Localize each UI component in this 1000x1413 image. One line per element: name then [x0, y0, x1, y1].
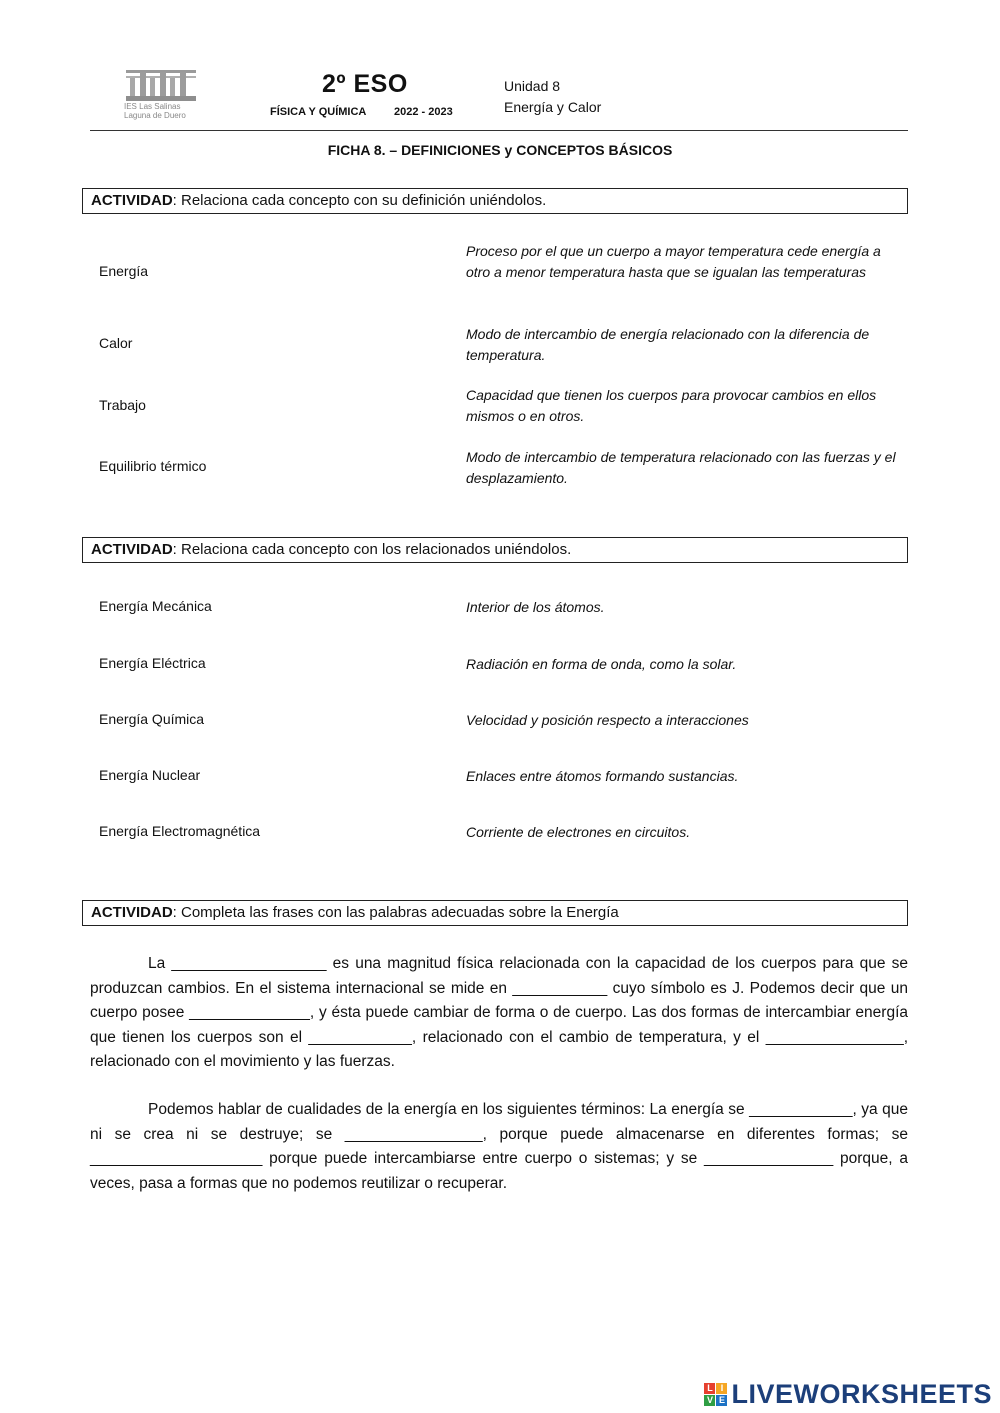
activity2-label: ACTIVIDAD: [91, 541, 173, 558]
liveworksheets-brand: LIVEWORKSHEETS: [731, 1378, 992, 1409]
activity2-related-item[interactable]: Velocidad y posición respecto a interacciones: [466, 712, 749, 728]
grid-letter: L: [704, 1383, 715, 1394]
grid-letter: E: [716, 1395, 727, 1406]
activity2-concept[interactable]: Energía Química: [99, 711, 205, 727]
activity1-definition[interactable]: Proceso por el que un cuerpo a mayor temperatura cede energía a otro a menor temperatura hasta que se igualan las temperaturas: [466, 243, 881, 280]
unit-title: Energía y Calor: [504, 99, 602, 115]
activity2-related-item[interactable]: Interior de los átomos.: [466, 599, 605, 615]
school-building-icon: [122, 68, 200, 104]
activity1-header: [82, 188, 908, 214]
logo-text-line2: Laguna de Duero: [124, 111, 186, 120]
activity1-concept[interactable]: Energía: [99, 263, 149, 279]
activity2-concept[interactable]: Energía Nuclear: [99, 767, 201, 783]
activity1-definition[interactable]: Modo de intercambio de temperatura relacionado con las fuerzas y el desplazamiento.: [466, 449, 896, 486]
activity2-concept[interactable]: Energía Eléctrica: [99, 655, 206, 671]
activity1-definition[interactable]: Modo de intercambio de energía relacionado con la diferencia de temperatura.: [466, 326, 870, 363]
fill-in-paragraph-2[interactable]: [90, 1098, 908, 1196]
activity2-instruction: : Relaciona cada concepto con los relacionados uniéndolos.: [172, 541, 572, 558]
activity3-header: [82, 900, 908, 926]
paragraph1-text[interactable]: La __________________ es una magnitud física relacionada con la capacidad de los cuerpos para que se produzcan cambios. En el sistema internacional se mide en ___________ cuyo símbolo es J. Podemos decir que un cuerpo posee ______________, y ésta puede cambiar de forma o de cuerpo. Las dos formas de intercambiar energía que tienen los cuerpos son el ____________, relacionado con el cambio de temperatura, y el ________________, relacionado con el movimiento y las fuerzas.: [90, 955, 908, 1070]
activity1-concept[interactable]: Trabajo: [99, 397, 146, 413]
unit-info: [504, 76, 601, 118]
liveworksheets-grid-icon: [704, 1383, 727, 1406]
paragraph2-text[interactable]: Podemos hablar de cualidades de la energía en los siguientes términos: La energía se ____________, ya que ni se crea ni se destruye; se ________________, porque puede almacenarse en diferentes formas; se ____________________ porque puede intercambiarse entre cuerpo o sistemas; y se _______________ porque, a veces, pasa a formas que no podemos reutilizar o recuperar.: [90, 1101, 908, 1192]
subject-label: FÍSICA Y QUÍMICA: [270, 106, 367, 118]
activity1-concept[interactable]: Calor: [99, 335, 133, 351]
header-divider: [90, 130, 908, 131]
activity2-related-item[interactable]: Enlaces entre átomos formando sustancias.: [466, 768, 739, 784]
activity2-concept[interactable]: Energía Mecánica: [99, 598, 212, 614]
activity1-instruction: : Relaciona cada concepto con su definición uniéndolos.: [172, 192, 547, 209]
activity2-related-item[interactable]: Radiación en forma de onda, como la solar.: [466, 656, 737, 672]
school-logo: [122, 68, 202, 122]
fill-in-paragraph-1[interactable]: [90, 952, 908, 1075]
activity3-label: ACTIVIDAD: [91, 904, 173, 921]
logo-text-line1: IES Las Salinas: [124, 102, 181, 111]
activity2-related-item[interactable]: Corriente de electrones en circuitos.: [466, 824, 691, 840]
activity1-definition[interactable]: Capacidad que tienen los cuerpos para provocar cambios en ellos mismos o en otros.: [466, 387, 877, 424]
school-year-label: 2022 - 2023: [394, 106, 453, 118]
activity3-instruction: : Completa las frases con las palabras adecuadas sobre la Energía: [172, 904, 619, 921]
activity2-header: [82, 537, 908, 563]
activity1-concept[interactable]: Equilibrio térmico: [99, 458, 207, 474]
sheet-title: FICHA 8. – DEFINICIONES y CONCEPTOS BÁSICOS: [327, 142, 673, 158]
liveworksheets-logo[interactable]: [704, 1376, 992, 1412]
grid-letter: V: [704, 1395, 715, 1406]
activity2-concept[interactable]: Energía Electromagnética: [99, 823, 261, 839]
activity1-label: ACTIVIDAD: [91, 192, 173, 209]
unit-number: Unidad 8: [504, 78, 561, 94]
grid-letter: I: [716, 1383, 727, 1394]
grade-label: 2º ESO: [322, 70, 408, 98]
